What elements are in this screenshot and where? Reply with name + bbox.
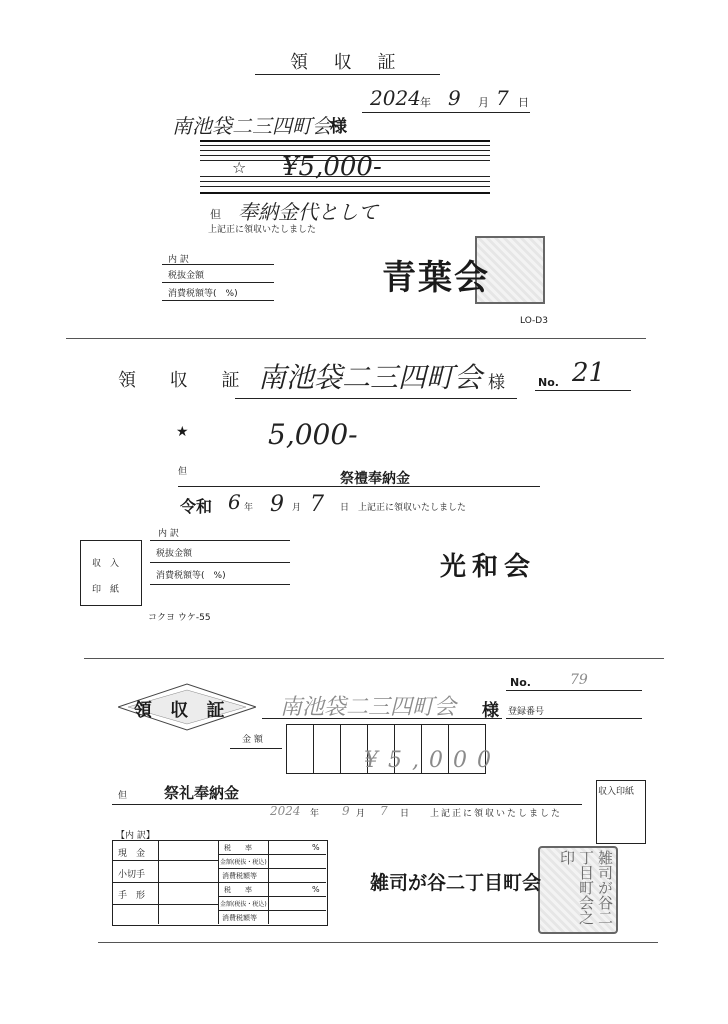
receipt-3-month-label: 月 bbox=[356, 809, 366, 819]
receipt-2-date-month: 9 bbox=[270, 492, 284, 517]
receipt-2-stamp-label-2: 印 紙 bbox=[92, 585, 120, 595]
receipt-1-year-label: 年 bbox=[420, 96, 431, 109]
receipt-2-issuer: 光和会 bbox=[440, 552, 537, 582]
receipt-2-year-label: 年 bbox=[244, 503, 254, 513]
receipt-1-amount-mark: ☆ bbox=[232, 158, 247, 177]
receipt-1-month-label: 月 bbox=[478, 96, 489, 109]
receipt-3-recipient: 南池袋二三四町会 bbox=[280, 695, 457, 720]
receipt-3-amount: ¥5,000 bbox=[364, 748, 501, 773]
receipt-1-received-note: 上記正に領収いたしました bbox=[208, 225, 317, 235]
receipt-2-date-day: 7 bbox=[310, 492, 324, 517]
receipt-1-form-code: LO-D3 bbox=[520, 316, 548, 326]
receipt-3-tax-rate-2: 税 率 bbox=[224, 886, 252, 894]
receipt-1-issuer: 青葉会 bbox=[382, 258, 490, 298]
receipt-3-year-label: 年 bbox=[310, 809, 320, 819]
receipt-1-tax-excluded: 税抜金額 bbox=[168, 271, 205, 281]
receipt-3-received-note: 上記正に領収いたしました bbox=[430, 809, 563, 819]
receipt-2-amount: 5,000- bbox=[268, 418, 358, 451]
receipt-3-top-edge bbox=[84, 658, 664, 659]
receipt-3-date-month: 9 bbox=[342, 804, 350, 818]
receipt-3-tax-amount-2: 消費税額等 bbox=[222, 914, 257, 922]
receipt-2-purpose: 祭禮奉納金 bbox=[340, 471, 410, 487]
receipt-1-title: 領 収 証 bbox=[290, 52, 406, 73]
receipt-1-day-label: 日 bbox=[518, 96, 529, 109]
receipt-3-revenue-stamp-label: 収入印紙 bbox=[598, 787, 635, 797]
receipt-3-seal-text: 雑司が谷二丁目町会之印 bbox=[558, 850, 614, 925]
receipt-2-recipient-underline bbox=[235, 398, 517, 399]
receipt-3-bottom-edge bbox=[98, 942, 658, 943]
receipt-3-breakdown-header: 【内 訳】 bbox=[116, 831, 155, 841]
receipt-2-form-code: コクヨ ウケ-55 bbox=[148, 613, 211, 623]
receipt-3-date-day: 7 bbox=[380, 804, 388, 818]
receipt-2-revenue-stamp-box bbox=[80, 540, 142, 606]
receipt-3-amount-excl-1: 金額(税抜・税込) bbox=[220, 859, 267, 866]
receipt-2-era: 令和 bbox=[180, 497, 213, 516]
receipt-3-tax-amount-1: 消費税額等 bbox=[222, 872, 257, 880]
receipt-3-tadashi: 但 bbox=[118, 791, 128, 801]
receipt-3-sama: 様 bbox=[482, 701, 499, 721]
receipt-3-no-value: 79 bbox=[570, 672, 588, 688]
receipt-1-consumption-tax: 消費税額等( %) bbox=[168, 289, 238, 299]
receipt-1-sama: 様 bbox=[330, 117, 347, 137]
receipt-1-breakdown-header: 内 訳 bbox=[168, 255, 189, 265]
receipt-3-cash: 現 金 bbox=[118, 849, 146, 859]
receipt-1-date-month: 9 bbox=[448, 86, 461, 110]
receipt-3-issuer: 雑司が谷二丁目町会 bbox=[370, 872, 542, 894]
receipt-1-purpose: 奉納金代として bbox=[238, 200, 378, 224]
receipt-2-era-year: 6 bbox=[228, 490, 241, 514]
receipt-3-title: 領 収 証 bbox=[134, 700, 231, 721]
receipt-2-no-label: No. bbox=[538, 376, 559, 389]
receipt-2-breakdown-header: 内 訳 bbox=[158, 529, 179, 539]
receipt-3-amount-excl-2: 金額(税抜・税込) bbox=[220, 901, 267, 908]
receipt-2-consumption-tax: 消費税額等( %) bbox=[156, 571, 226, 581]
receipt-2-tax-excluded: 税抜金額 bbox=[156, 549, 193, 559]
receipt-3-percent-1: % bbox=[312, 843, 320, 852]
receipt-3-day-label: 日 bbox=[400, 809, 410, 819]
receipt-3-no-label: No. bbox=[510, 676, 531, 689]
receipt-3-amount-label: 金 額 bbox=[242, 735, 263, 745]
receipt-2-sama: 様 bbox=[488, 373, 505, 393]
receipt-3-percent-2: % bbox=[312, 885, 320, 894]
receipt-2-title: 領 収 証 bbox=[118, 370, 254, 391]
receipt-1-title-underline bbox=[255, 74, 440, 75]
receipt-3-purpose: 祭礼奉納金 bbox=[164, 784, 240, 802]
receipt-1-tadashi: 但 bbox=[210, 208, 221, 221]
receipt-3-date-year: 2024 bbox=[270, 804, 301, 818]
receipt-1-date-year: 2024 bbox=[370, 86, 421, 110]
receipt-1-amount: ¥5,000- bbox=[282, 152, 382, 182]
receipt-2-stamp-label-1: 収 入 bbox=[92, 559, 120, 569]
receipt-2-tadashi: 但 bbox=[178, 467, 188, 477]
receipt-2-day-label: 日 bbox=[340, 503, 350, 513]
receipt-3-bill: 手 形 bbox=[118, 891, 146, 901]
receipt-3-tax-rate-1: 税 率 bbox=[224, 844, 252, 852]
receipt-3-reg-no-label: 登録番号 bbox=[508, 707, 545, 717]
receipt-2-no-value: 21 bbox=[572, 358, 606, 388]
receipt-3-check: 小切手 bbox=[118, 870, 146, 880]
receipt-1-bottom-edge bbox=[66, 338, 646, 339]
receipt-2-amount-mark: ★ bbox=[176, 424, 189, 440]
receipt-2-recipient: 南池袋二三四町会 bbox=[258, 361, 483, 394]
receipt-2-received-note: 上記正に領収いたしました bbox=[358, 503, 467, 513]
receipt-1-date-underline bbox=[362, 112, 530, 113]
receipt-1-recipient: 南池袋二三四町会 bbox=[172, 114, 332, 138]
receipt-2-month-label: 月 bbox=[292, 503, 302, 513]
receipt-1-date-day: 7 bbox=[496, 86, 509, 110]
